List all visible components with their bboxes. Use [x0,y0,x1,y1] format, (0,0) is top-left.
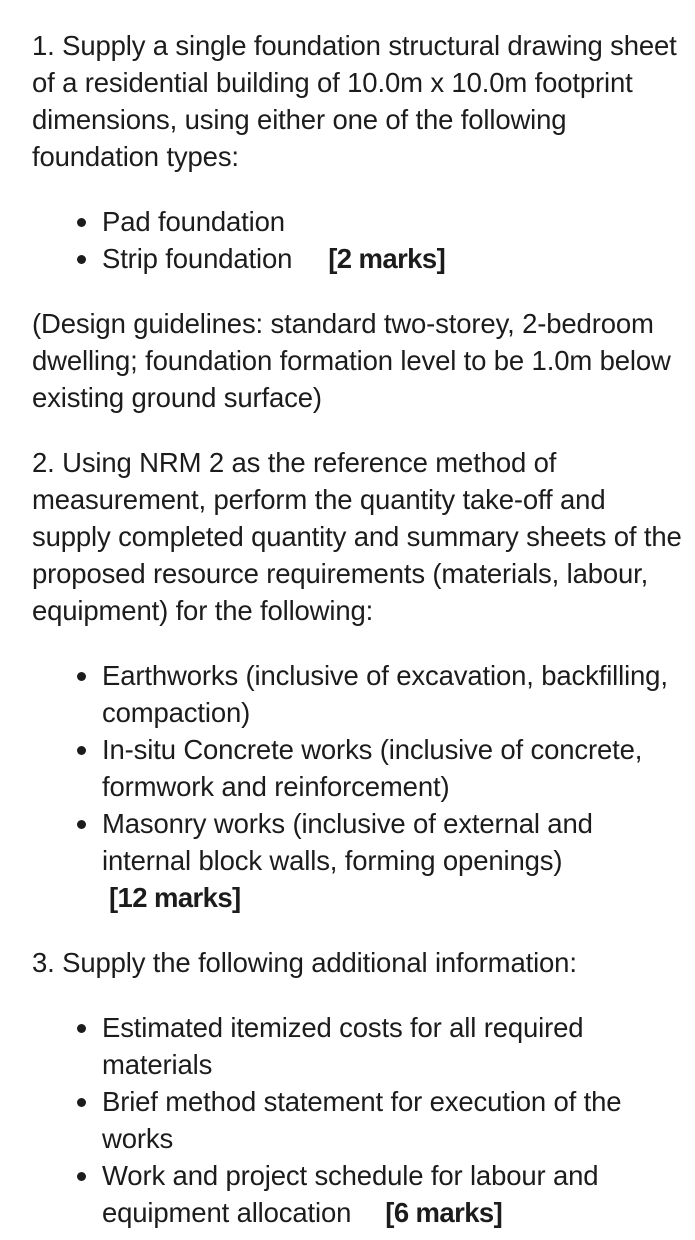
bullet-icon [77,1098,86,1107]
question-3-info-list [32,1009,687,1231]
list-item [102,240,687,277]
list-item [102,1009,687,1083]
bullet-icon [77,746,86,755]
question-1-marks: [2 marks] [328,243,446,274]
question-3-text: 3. Supply the following additional information: [32,947,577,978]
list-item-text: Masonry works (inclusive of external and internal block walls, forming openings) [102,808,593,876]
question-2-works-list [32,657,687,916]
question-1-text: 1. Supply a single foundation structural drawing sheet of a residential building of 10.0m x 10.0m footprint dimensions, using either one of the following foundation types: [32,30,677,172]
bullet-icon [77,1024,86,1033]
list-item-text: Earthworks (inclusive of excavation, backfilling, compaction) [102,660,668,728]
design-guidelines-note: (Design guidelines: standard two-storey, 2-bedroom dwelling; foundation formation level to be 1.0m below existing ground surface) [32,308,671,413]
bullet-icon [77,820,86,829]
list-item-text: In-situ Concrete works (inclusive of concrete, formwork and reinforcement) [102,734,643,802]
bullet-icon [77,1172,86,1181]
list-item-text: Strip foundation [102,243,293,274]
list-item [102,1157,687,1231]
list-item [102,731,687,805]
list-item [102,203,687,240]
list-item-text: Pad foundation [102,206,285,237]
list-item [102,657,687,731]
bullet-icon [77,218,86,227]
question-2-text: 2. Using NRM 2 as the reference method of measurement, perform the quantity take-off and supply completed quantity and summary sheets of the proposed resource requirements (materials, labour, equipment) for the following: [32,447,682,626]
list-item [102,805,687,916]
bullet-icon [77,672,86,681]
list-item-text: Brief method statement for execution of the works [102,1086,622,1154]
bullet-icon [77,255,86,264]
question-1-foundation-list [32,203,687,277]
list-item-text: Estimated itemized costs for all required materials [102,1012,584,1080]
list-item [102,1083,687,1157]
list-item-text: Work and project schedule for labour and equipment allocation [102,1160,599,1228]
question-3-marks: [6 marks] [385,1197,503,1228]
question-2-marks: [12 marks] [109,882,241,913]
